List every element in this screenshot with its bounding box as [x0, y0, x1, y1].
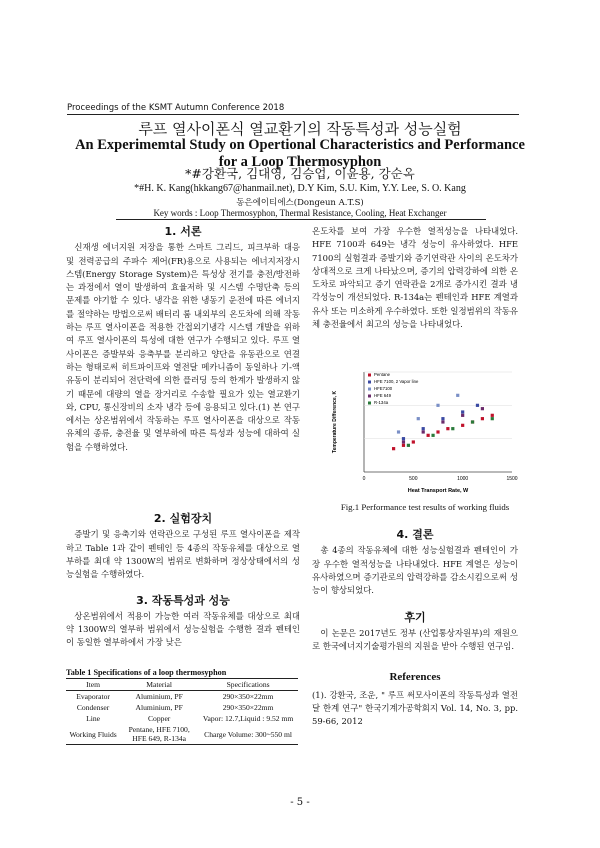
x-tick-label: 500 — [409, 476, 418, 482]
data-point — [446, 427, 449, 430]
y-axis-label: Temperature Difference, K — [332, 390, 338, 454]
legend-marker — [368, 388, 371, 391]
data-point — [471, 420, 474, 423]
authors-korean: *#강환국, 김대영, 김승업, 이윤용, 강순옥 — [185, 166, 415, 181]
right-column-2 — [312, 528, 518, 729]
data-point — [456, 394, 459, 397]
data-point — [491, 414, 494, 417]
data-points — [392, 394, 494, 451]
header-divider — [67, 114, 519, 115]
table-cell: Charge Volume: 300~550 ml — [198, 724, 298, 745]
table-cell: Working Fluids — [66, 724, 120, 745]
title-english: An Experimemtal Study on Opertional Characteristics and Performance for a Loop Thermosyphon — [75, 137, 525, 170]
data-point — [392, 447, 395, 450]
table-row — [66, 724, 298, 745]
section-ack-title: 후기 — [404, 611, 426, 625]
data-point — [427, 434, 430, 437]
legend-label: HFE 649 — [374, 393, 391, 398]
section-perf-continued: 온도차를 보여 가장 우수한 열적성능을 나타내었다. HFE 7100과 649는 냉각 성능이 유사하였다. HFE 7100의 실험결과 증발기와 증기연락관 사이의 온도차가 상대적으로 크게 나타났으며, 증기의 압력강하에 의한 온도차로 파악되고 증기 연락관을 2개로 증가시킨 결과 냉각성능이 개선되었다. R-134a는 펜테인과 HFE 계열과 유사 또는 미소하게 우수하였다. 또한 일정범위의 작동유체 충전율에서 최고의 성능을 나타내었다. — [312, 226, 518, 330]
table-cell: Line — [86, 714, 101, 723]
legend-marker — [368, 381, 371, 384]
section-ack-text: 이 논문은 2017년도 정부 (산업통상자원부)의 재원으로 한국에너지기술평가원의 지원을 받아 수행된 연구임. — [312, 627, 518, 652]
data-point — [431, 434, 434, 437]
table-header-material: Material — [120, 679, 198, 691]
table-cell: Pentane, HFE 7100, HFE 649, R-134a — [120, 724, 198, 745]
section-perf-text: 상온범위에서 적용이 가능한 여러 작동유체를 대상으로 최대 약 1300W의 열부하 범위에서 성능실험을 수행한 결과 펜테인이 동일한 열부하에서 가장 낮은 — [66, 610, 300, 648]
section-intro-title: 1. 서론 — [164, 225, 202, 238]
table-cell: Copper — [147, 714, 171, 723]
data-point — [436, 404, 439, 407]
page-number: - 5 - — [290, 797, 310, 808]
x-tick-labels — [363, 476, 518, 482]
data-point — [422, 427, 425, 430]
data-point — [481, 407, 484, 410]
legend-label: HFE 7100, 2 Vapor line — [374, 379, 419, 384]
table-caption: Table 1 Specifications of a loop thermosyphon — [66, 668, 227, 677]
affiliation: 동은에이티에스(Dongeun A.T.S) — [236, 198, 364, 208]
table-row — [66, 691, 298, 703]
performance-chart — [322, 362, 522, 498]
left-column-2 — [66, 512, 300, 650]
data-point — [417, 417, 420, 420]
legend-marker — [368, 374, 371, 377]
proceedings-header: Proceedings of the KSMT Autumn Conference 2018 — [67, 103, 285, 113]
section-conclusion-text: 총 4종의 작동유체에 대한 성능실험결과 펜테인이 가장 우수한 열적성능을 나타내었다. HFE 계열은 성능이 유사하였으며 증기관로의 압력강하를 감소시킴으로써 성능이 향상되었다. — [312, 545, 518, 596]
data-point — [461, 410, 464, 413]
data-point — [481, 417, 484, 420]
x-tick-label: 1500 — [506, 476, 518, 482]
data-point — [461, 414, 464, 417]
left-column — [66, 225, 300, 454]
legend-marker — [368, 402, 371, 405]
data-point — [441, 417, 444, 420]
data-point — [461, 424, 464, 427]
data-point — [402, 444, 405, 447]
table-row — [66, 702, 298, 713]
references-title: References — [389, 671, 441, 684]
data-point — [451, 427, 454, 430]
section-perf-title: 3. 작동특성과 성능 — [136, 594, 230, 608]
data-point — [476, 404, 479, 407]
table-cell: Vapor: 12.7,Liquid : 9.52 mm — [202, 714, 294, 723]
data-point — [402, 437, 405, 440]
keywords: Key words : Loop Thermosyphon, Thermal Resistance, Cooling, Heat Exchanger — [153, 208, 447, 218]
section-conclusion-title: 4. 결론 — [396, 528, 434, 541]
x-axis-label: Heat Transport Rate, W — [407, 488, 469, 494]
data-point — [402, 440, 405, 443]
section-setup-text: 증발기 및 응축기와 연락관으로 구성된 루프 열사이폰을 제작하고 Table 1과 같이 펜테인 등 4종의 작동유체를 대상으로 열부하를 최대 약 1300W의 범위로 변화하며 정상상태에서의 성능실험을 수행하였다. — [66, 529, 300, 580]
right-column — [312, 225, 518, 331]
table-row — [66, 713, 298, 724]
legend-label: R-134a — [374, 400, 389, 405]
keywords-underline — [116, 219, 486, 220]
authors-english: *#H. K. Kang(hkkang67@hanmail.net), D.Y Kim, S.U. Kim, Y.Y. Lee, S. O. Kang — [134, 183, 466, 194]
legend-label: Pentane — [374, 372, 391, 377]
table-cell: 290×350×22mm — [222, 703, 274, 712]
x-tick-label: 0 — [362, 476, 366, 482]
chart-legend — [368, 372, 419, 405]
data-point — [441, 420, 444, 423]
data-point — [397, 430, 400, 433]
table-cell: Aluminium, PF — [135, 692, 183, 701]
table-header-item: Item — [66, 679, 120, 691]
section-setup-title: 2. 실험장치 — [153, 512, 213, 525]
table-cell: Evaporator — [76, 692, 110, 701]
data-point — [422, 430, 425, 433]
section-intro-text: 신재생 에너지원 저장을 통한 스마트 그리드, 피크부하 대응 및 전력공급의 주파수 제어(FR)용으로 사용되는 에너지저장시스템(Energy Storage System)은 특성상 전기를 충전/방전하는 과정에서 열이 발생하여 효율저하 및 시스템 수명단축 등의 문제를 야기할 수 있다. 냉각을 위한 냉동기 운전에 따른 에너지를 절약하는 방법으로써 배터리 룸 내외부의 온도차에 의해 작동하는 루프 열사이폰을 적용한 간접외기냉각 시스템 개발을 위하여 루프 열사이폰의 특성에 대한 연구가 수행되고 있다. 루프 열사이폰은 증발부와 응축부를 분리하고 양단을 유동관으로 연결하는 형태로써 히트파이프와 열전달 메카니즘이 동일하나 기-액 유동이 분리되어 전단력에 의한 플러딩 등의 한계가 발생하지 않기 때문에 대량의 열을 장거리로 수송할 필요가 있는 열교환기와, CPU, 통신장비의 소자 냉각 등에 응용되고 있다.(1) 본 연구에서는 상온범위에서 작동하는 루프 열사이폰을 대상으로 작동유체의 종류, 충전율 및 열부하에 따른 특성과 성능에 대하여 실험을 수행하였다. — [66, 242, 300, 452]
data-point — [407, 444, 410, 447]
spec-table — [66, 678, 298, 745]
data-point — [412, 440, 415, 443]
data-point — [436, 430, 439, 433]
table-header-specifications: Specifications — [198, 679, 298, 691]
table-cell: 290×350×22mm — [222, 692, 274, 701]
title-korean: 루프 열사이폰식 열교환기의 작동특성과 성능실험 — [138, 120, 462, 138]
legend-label: HFE7100 — [374, 386, 393, 391]
figure-caption: Fig.1 Performance test results of working fluids — [340, 502, 510, 512]
x-tick-label: 1000 — [457, 476, 469, 482]
reference-1: (1). 강환국, 조운, " 루프 써모사이폰의 작동특성과 열전달 한계 연구" 한국기계가공학회지 Vol. 14, No. 3, pp. 59-66, 2012 — [312, 689, 518, 727]
table-cell: Aluminium, PF — [135, 703, 183, 712]
table-cell: Condenser — [76, 703, 110, 712]
data-point — [491, 417, 494, 420]
legend-marker — [368, 395, 371, 398]
